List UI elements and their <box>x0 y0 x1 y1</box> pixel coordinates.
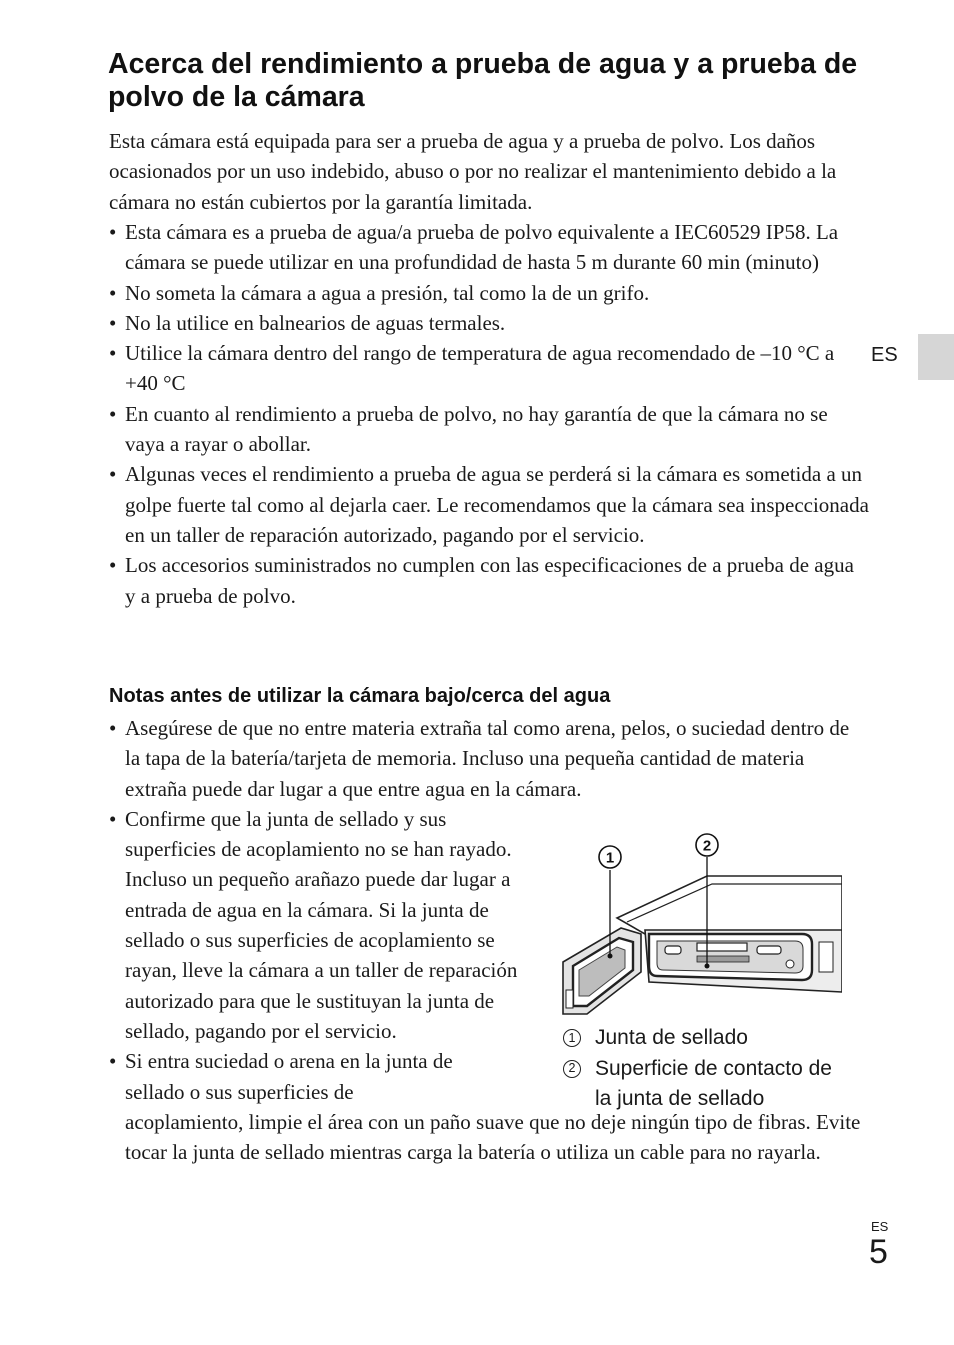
legend-text: Junta de sellado <box>595 1026 748 1049</box>
notes-heading: Notas antes de utilizar la cámara bajo/cerca del agua <box>109 685 611 707</box>
list-item: • Utilice la cámara dentro del rango de temperatura de agua recomendado de –10 °C a +40 °C <box>109 338 869 399</box>
precautions-list <box>109 217 869 611</box>
list-item-text-part1: • Si entra suciedad o arena en la junta de sellado o sus superficies de <box>125 1049 453 1104</box>
list-item: • Esta cámara es a prueba de agua/a prueba de polvo equivalente a IEC60529 IP58. La cámara se puede utilizar en una profundidad de hasta 5 m durante 60 min (minuto) <box>109 217 869 278</box>
intro-paragraph: Esta cámara está equipada para ser a prueba de agua y a prueba de polvo. Los daños ocasionados por un uso indebido, abuso o por no realizar el mantenimiento debido a la cámara no están cubiertos por la garantía limitada. <box>109 129 837 214</box>
list-item-text-part2: acoplamiento, limpie el área con un paño suave que no deje ningún tipo de fibras. Evite tocar la junta de sellado mientras carga la batería o utiliza un cable para no rayarla. <box>125 1109 861 1165</box>
callout-2-label: 2 <box>702 837 712 855</box>
list-item: • No someta la cámara a agua a presión, tal como la de un grifo. <box>109 278 869 308</box>
list-item: • Los accesorios suministrados no cumplen con las especificaciones de a prueba de agua y a prueba de polvo. <box>109 550 869 611</box>
legend-number-2: 2 <box>563 1060 581 1078</box>
list-item: • Algunas veces el rendimiento a prueba de agua se perderá si la cámara es sometida a un golpe fuerte tal como al dejarla caer. Le recomendamos que la cámara sea inspeccionada en un taller de reparación autorizado, pagando por el servicio. <box>109 459 869 550</box>
legend-number-1: 1 <box>563 1029 581 1047</box>
section-tab <box>918 334 954 380</box>
legend-item <box>563 1054 853 1115</box>
language-label: ES <box>871 344 898 366</box>
figure-legend <box>563 1023 853 1115</box>
list-item: • No la utilice en balnearios de aguas termales. <box>109 308 869 338</box>
camera-body <box>617 876 842 938</box>
camera-seal-illustration <box>557 830 842 1025</box>
page-number: 5 <box>869 1233 888 1271</box>
list-item: • Asegúrese de que no entre materia extraña tal como arena, pelos, o suciedad dentro de la tapa de la batería/tarjeta de memoria. Incluso una pequeña cantidad de materia extraña puede dar lugar a que entre agua en la cámara. <box>109 713 869 804</box>
callout-1-label: 1 <box>605 849 615 867</box>
page-title: Acerca del rendimiento a prueba de agua y a prueba de polvo de la cámara <box>108 48 858 113</box>
legend-item <box>563 1023 853 1054</box>
list-item-text: • Confirme que la junta de sellado y sus superficies de acoplamiento no se han rayado. Incluso un pequeño arañazo puede dar lugar a entrada de agua en la cámara. Si la junta de sellado o sus superficies de acoplamiento se rayan, lleve la cámara a un taller de reparación autorizado para que le sustituyan la junta de sellado, pagando por el servicio. <box>125 806 518 1043</box>
footer-language-label: ES <box>871 1219 889 1234</box>
list-item: • En cuanto al rendimiento a prueba de polvo, no hay garantía de que la cámara no se vaya a rayar o abollar. <box>109 399 869 460</box>
legend-text: Superficie de contacto de la junta de sellado <box>595 1056 832 1110</box>
